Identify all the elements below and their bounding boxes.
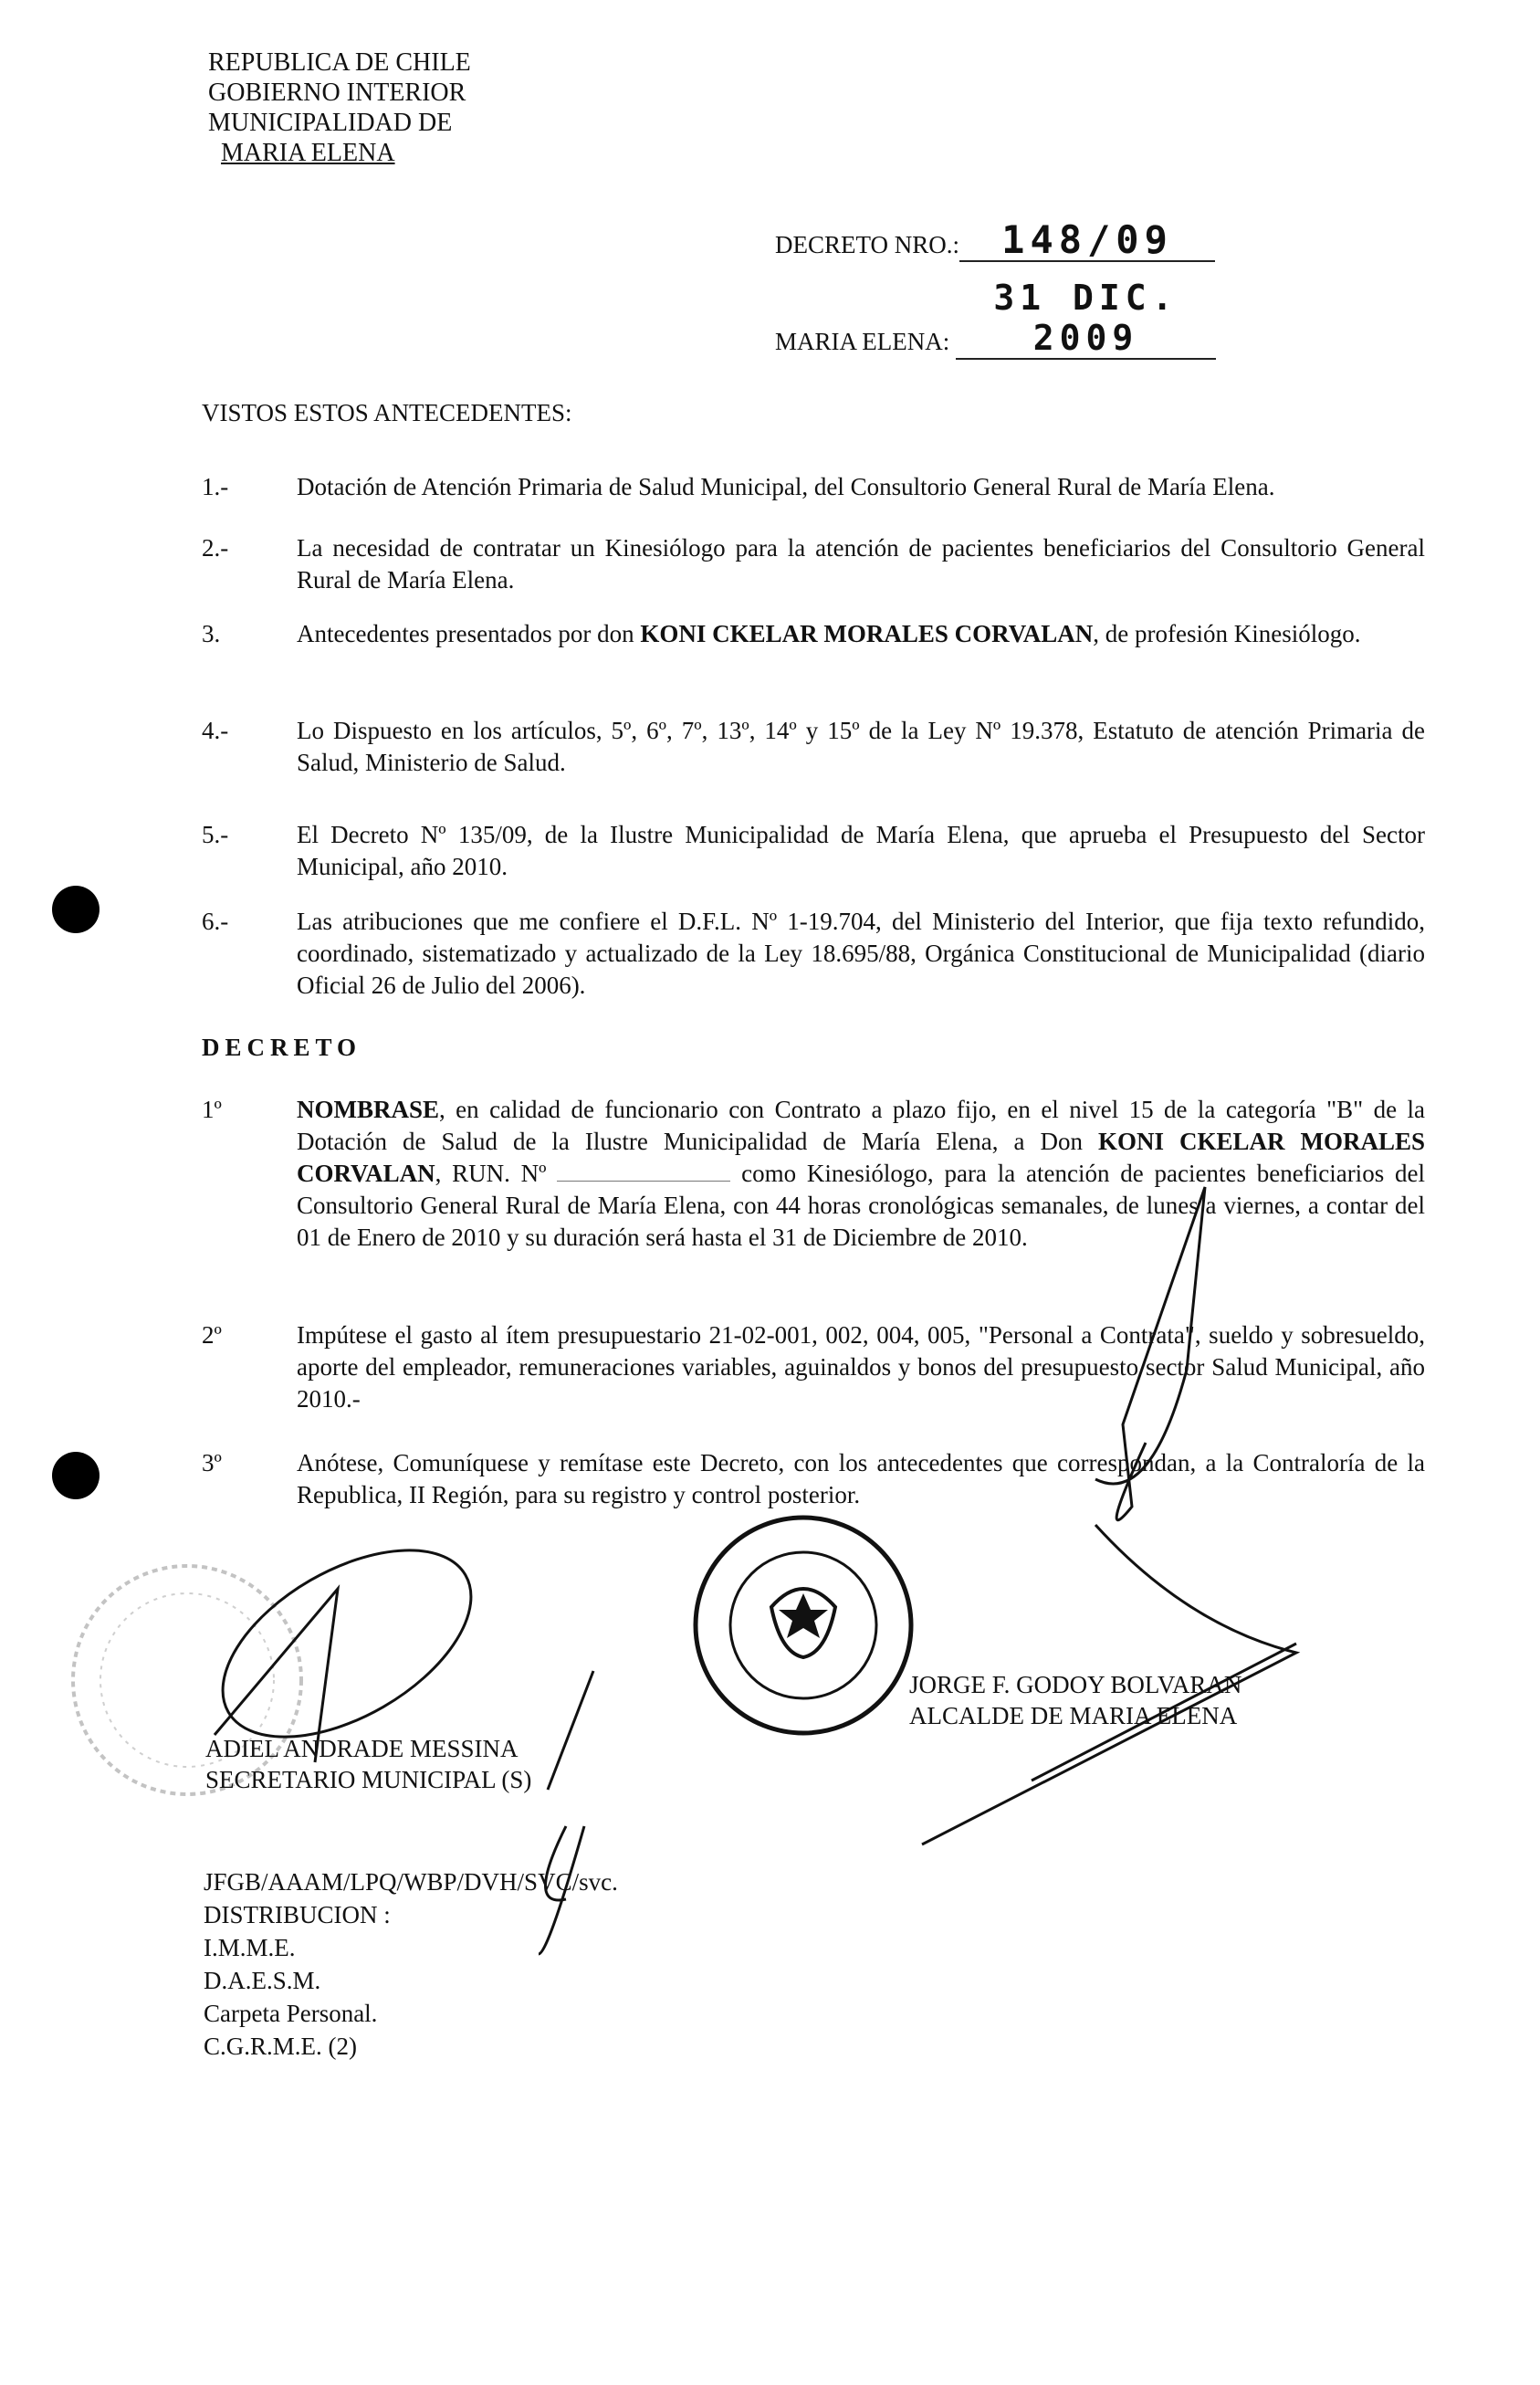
distribution-item: I.M.M.E. [204,1934,296,1961]
decreto-title: DECRETO [202,1034,362,1061]
signature-mayor [922,1187,1296,1844]
letterhead-line: MARIA ELENA [221,139,395,167]
item-number: 3. [202,620,221,647]
item-text: El Decreto Nº 135/09, de la Ilustre Municipalidad de María Elena, que aprueba el Presupuesto del Sector Municipal, año 2010. [297,821,1425,880]
item-number: 1.- [202,473,229,500]
item-text: Dotación de Atención Primaria de Salud Municipal, del Consultorio General Rural de María Elena. [297,473,1275,500]
secretary-title: SECRETARIO MUNICIPAL (S) [205,1766,532,1793]
text: , RUN. Nº [435,1160,558,1187]
item-number: 5.- [202,821,229,848]
distribution-block [204,1865,618,2063]
decree-number-label: DECRETO NRO.: [775,231,960,258]
item-text: Anótese, Comuníquese y remítase este Decreto, con los antecedentes que correspondan, a la Contraloría de la Republica, II Región, para su registro y control posterior. [297,1449,1425,1508]
distribution-item: D.A.E.S.M. [204,1967,321,1994]
seal-right [696,1518,911,1733]
distribution-item: C.G.R.M.E. (2) [204,2033,357,2060]
item-number: 1º [202,1096,222,1123]
mayor-title: ALCALDE DE MARIA ELENA [909,1702,1238,1729]
item-text: Impútese el gasto al ítem presupuestario 21-02-001, 002, 004, 005, "Personal a Contrata", sueldo y sobresueldo, aporte del empleador, remuneraciones variables, aguinaldos y bonos del presupuesto sector Salud Municipal, año 2010.- [297,1321,1425,1413]
text: , de profesión Kinesiólogo. [1093,620,1361,647]
mayor-name: JORGE F. GODOY BOLVARAN [909,1671,1242,1698]
item-number: 2º [202,1321,222,1349]
initials: JFGB/AAAM/LPQ/WBP/DVH/SVC/svc. [204,1868,618,1896]
mayor-signature-block [909,1669,1241,1731]
item-number: 3º [202,1449,222,1476]
text: como Kinesiólogo, para la atención de pacientes beneficiarios del Consultorio General Rural de María Elena, con 44 horas cronológicas semanales, de lunes a viernes, a contar del 01 de Enero de 2010 y su duración será hasta el 31 de Diciembre de 2010. [297,1160,1425,1251]
text: , en calidad de funcionario con Contrato a plazo fijo, en el nivel 15 de la categoría "B" de la Dotación de Salud de la Ilustre Municipalidad de María Elena, a Don [297,1096,1425,1155]
distribution-title: DISTRIBUCION : [204,1901,391,1928]
item-text: Lo Dispuesto en los artículos, 5º, 6º, 7º, 13º, 14º y 15º de la Ley Nº 19.378, Estatuto de atención Primaria de Salud, Ministerio de Salud. [297,717,1425,776]
vistos-title: VISTOS ESTOS ANTECEDENTES: [202,399,572,426]
decree-number: 148/09 [959,220,1215,262]
item-text: La necesidad de contratar un Kinesiólogo para la atención de pacientes beneficiarios del Consultorio General Rural de María Elena. [297,534,1425,594]
letterhead-line: MUNICIPALIDAD DE [208,109,453,137]
item-number: 2.- [202,534,229,562]
person-name: KONI CKELAR MORALES CORVALAN [297,1128,1425,1187]
letterhead-line: GOBIERNO INTERIOR [208,79,466,107]
item-text: Las atribuciones que me confiere el D.F.L. Nº 1-19.704, del Ministerio del Interior, que fija texto refundido, coordinado, sistematizado y actualizado de la Ley 18.695/88, Orgánica Constitucional de Municipalidad (diario Oficial 26 de Julio del 2006). [297,908,1425,999]
keyword: NOMBRASE [297,1096,440,1123]
letterhead-line: REPUBLICA DE CHILE [208,48,471,77]
secretary-signature-block [205,1733,531,1795]
item-number: 6.- [202,908,229,935]
decree-date: 31 DIC. 2009 [956,278,1216,360]
person-name: KONI CKELAR MORALES CORVALAN [640,620,1094,647]
secretary-name: ADIEL ANDRADE MESSINA [205,1735,519,1762]
text: Antecedentes presentados por don [297,620,641,647]
place-label: MARIA ELENA: [775,328,950,355]
item-number: 4.- [202,717,229,744]
distribution-item: Carpeta Personal. [204,2000,378,2027]
